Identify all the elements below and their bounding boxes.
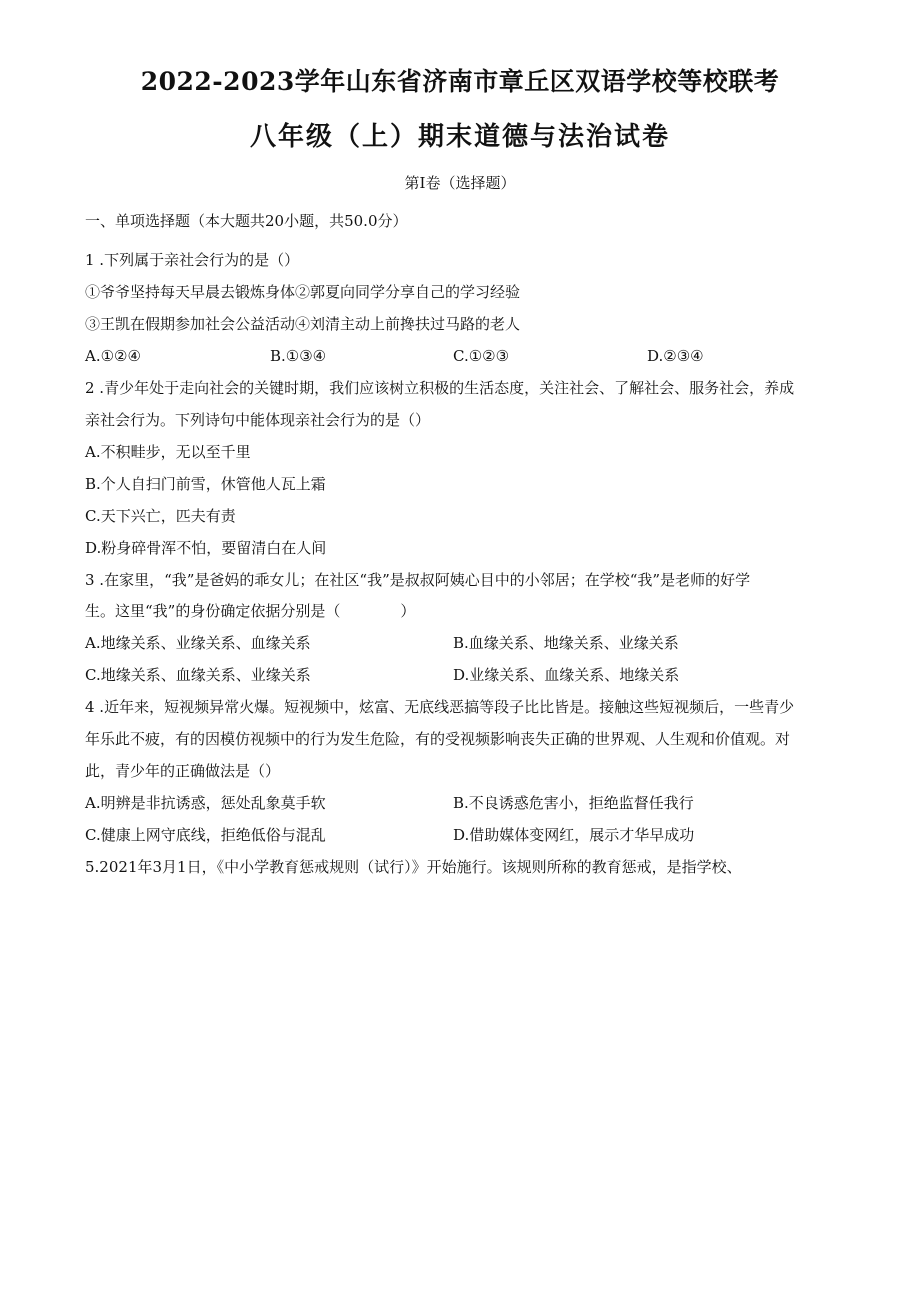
question-1-statements-a: ①爷爷坚持每天早晨去锻炼身体②郭夏向同学分享自己的学习经验: [85, 283, 521, 301]
exam-title-line1: 2022-2023学年山东省济南市章丘区双语学校等校联考: [140, 67, 780, 96]
question-3-option-c: C.地缘关系、血缘关系、业缘关系: [85, 666, 311, 684]
question-1-statements-b: ③王凯在假期参加社会公益活动④刘清主动上前搀扶过马路的老人: [85, 315, 521, 333]
question-2-stem-line2: 亲社会行为。下列诗句中能体现亲社会行为的是（）: [85, 411, 431, 429]
question-4-option-d: D.借助媒体变网红，展示才华早成功: [453, 826, 695, 844]
question-4-stem-line3: 此，青少年的正确做法是（）: [85, 762, 281, 780]
question-1-stem: 1 .下列属于亲社会行为的是（）: [85, 251, 300, 269]
question-1-option-a: A.①②④: [85, 347, 141, 365]
question-4-option-b: B.不良诱惑危害小，拒绝监督任我行: [453, 794, 694, 812]
question-2-option-c: C.天下兴亡，匹夫有责: [85, 507, 236, 525]
question-2-option-b: B.个人自扫门前雪，休管他人瓦上霜: [85, 475, 326, 493]
question-5-stem-line1: 5.2021年3月1日，《中小学教育惩戒规则（试行）》开始施行。该规则所称的教育惩戒，是指学校、: [85, 858, 742, 876]
question-3-option-a: A.地缘关系、业缘关系、血缘关系: [85, 634, 311, 652]
question-3-option-b: B.血缘关系、地缘关系、业缘关系: [453, 634, 679, 652]
question-3-stem-line2: 生。这里“我”的身份确定依据分别是（ ）: [85, 602, 416, 620]
part-label: 第I卷（选择题）: [404, 174, 516, 192]
question-3-option-d: D.业缘关系、血缘关系、地缘关系: [453, 666, 680, 684]
question-1-option-d: D.②③④: [647, 347, 704, 365]
question-4-stem-line2: 年乐此不疲，有的因模仿视频中的行为发生危险，有的受视频影响丧失正确的世界观、人生观和价值观。对: [85, 730, 791, 748]
question-1-option-c: C.①②③: [453, 347, 510, 365]
exam-title-line2: 八年级（上）期末道德与法治试卷: [249, 122, 670, 152]
question-3-stem-line1: 3 .在家里，“我”是爸妈的乖女儿；在社区“我”是叔叔阿姨心目中的小邻居；在学校“我”是老师的好学: [85, 571, 751, 589]
question-4-stem-line1: 4 .近年来，短视频异常火爆。短视频中，炫富、无底线恶搞等段子比比皆是。接触这些短视频后，一些青少: [85, 698, 795, 716]
question-2-stem-line1: 2 .青少年处于走向社会的关键时期，我们应该树立积极的生活态度，关注社会、了解社会、服务社会，养成: [85, 379, 795, 397]
question-4-option-a: A.明辨是非抗诱惑，惩处乱象莫手软: [85, 794, 326, 812]
question-2-option-d: D.粉身碎骨浑不怕，要留清白在人间: [85, 539, 327, 557]
question-1-option-b: B.①③④: [270, 347, 327, 365]
section-heading: 一、单项选择题（本大题共20小题，共50.0分）: [85, 212, 408, 230]
question-2-option-a: A.不积畦步，无以至千里: [85, 443, 251, 461]
question-4-option-c: C.健康上网守底线，拒绝低俗与混乱: [85, 826, 326, 844]
